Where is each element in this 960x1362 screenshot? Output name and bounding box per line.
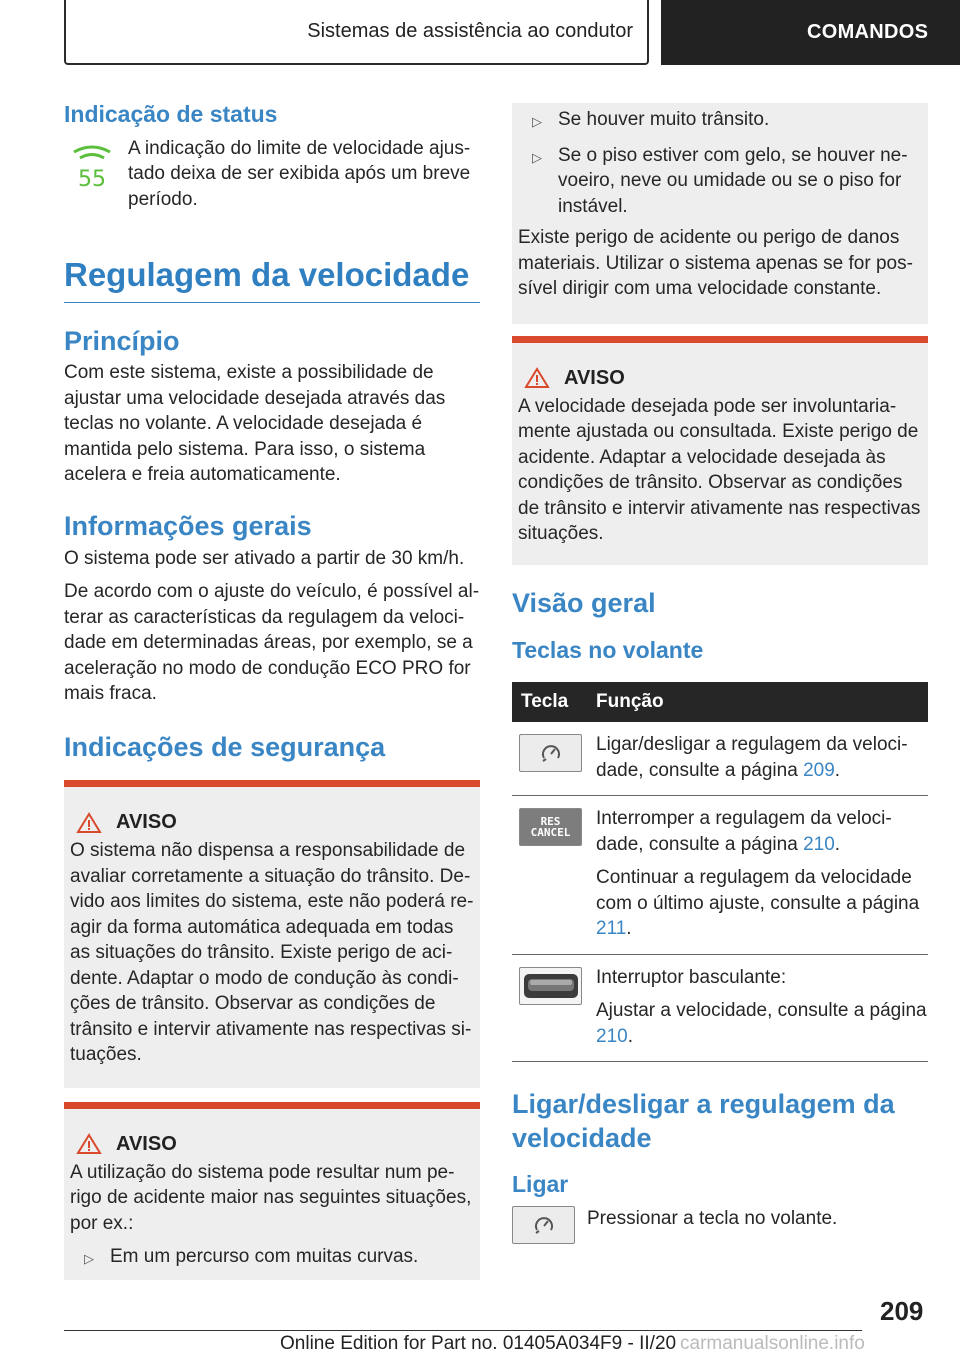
keys-table (512, 682, 928, 1062)
page-link-209[interactable]: 209 (803, 759, 835, 781)
bullet-triangle-icon: ▷ (532, 114, 542, 129)
row-3-text-b: Ajustar a velocidade, consulte a página (596, 1000, 927, 1022)
warning-1-title-row (70, 811, 474, 834)
rocker-switch-image (519, 967, 582, 1005)
status-heading: Indicação de status (64, 101, 278, 127)
table-row: Ligar/desligar a regulagem da velocidade, consulte a página 209. (512, 722, 928, 796)
warning-3-title-row (518, 367, 922, 390)
status-text: A indicação do limite de velocidade ajustado deixa de ser exibida após um breve período. (128, 137, 471, 210)
warning-2-bullet-2-text: Se houver muito trânsito. (558, 109, 770, 130)
page-link-211[interactable]: 211 (596, 918, 627, 940)
principle-text: Com este sistema, existe a possibilidade de ajustar uma velocidade desejada através das teclas no volante. A velocidade desejada é mantida pelo sistema. Para isso, o sistema acelera e freia automaticamente. (64, 362, 446, 486)
bullet-triangle-icon: ▷ (532, 149, 542, 165)
row-2-text-b: Continuar a regulagem da velocidade com o último ajuste, consulte a página (596, 867, 920, 914)
main-title: Regulagem da velocidade (64, 256, 470, 294)
table-row: RES CANCEL Interromper a regulagem da velocidade, consulte a página 210. Continuar a regulagem da velocidade com o último ajuste, consulte a página 211. (512, 796, 928, 955)
warning-triangle-icon (76, 812, 102, 834)
table-row: Interruptor basculante: Ajustar a velocidade, consulte a página 210. (512, 954, 928, 1062)
footer-divider (64, 1330, 862, 1331)
warning-2-text: A utilização do sistema pode resultar num perigo de acidente maior nas seguintes situações, por ex.: (70, 1161, 472, 1234)
header-section-tab (64, 0, 649, 65)
rocker-switch-icon (522, 971, 580, 1001)
warning-2-danger-text: Existe perigo de acidente ou perigo de danos materiais. Utilizar o sistema apenas se for possível dirigir com uma velocidade constante. (518, 227, 913, 299)
warning-triangle-icon (76, 1133, 102, 1155)
header-chapter-tab (661, 0, 960, 65)
speed-limit-status-icon (64, 136, 128, 202)
page-number: 209 (880, 1296, 924, 1326)
keys-heading: Teclas no volante (512, 637, 704, 664)
warning-box-2-continued (512, 103, 928, 324)
warning-2-bullet-3 (518, 143, 922, 220)
general-text-1: O sistema pode ser ativado a partir de 30 km/h. (64, 547, 465, 569)
warning-2-bullet-3-text: Se o piso estiver com gelo, se houver nevoeiro, neve ou umidade ou se o piso for instável. (558, 144, 908, 217)
warning-triangle-icon (524, 367, 550, 389)
header-section-title: Sistemas de assistência ao condutor (307, 20, 633, 42)
page-link-210-b[interactable]: 210 (596, 1025, 628, 1047)
warning-box-1 (64, 780, 480, 1088)
row-1-text: Ligar/desligar a regulagem da velocidade, consulte a página (596, 734, 908, 781)
overview-heading: Visão geral (512, 587, 656, 618)
status-icon-value: 55 (78, 166, 106, 192)
left-column (64, 100, 480, 1280)
warning-2-title: AVISO (116, 1132, 177, 1155)
cruise-control-button-image (519, 734, 582, 772)
right-column (512, 103, 928, 1244)
res-cancel-button-image (519, 808, 582, 846)
col-key-header: Tecla (512, 682, 596, 722)
general-text-2: De acordo com o ajuste do veículo, é possível alterar as características da regulagem da velocidade em determinadas áreas, por exemplo, se a aceleração no modo de condução ECO PRO for mais fraca. (64, 581, 480, 705)
warning-2-bullet-2 (518, 107, 922, 135)
principle-heading: Princípio (64, 325, 180, 356)
header-chapter-title: COMANDOS (807, 21, 929, 43)
footer-watermark: carmanualsonline.info (680, 1333, 865, 1354)
warning-box-3 (512, 336, 928, 565)
footer-edition: Online Edition for Part no. 01405A034F9 - II/20 (280, 1333, 677, 1354)
warning-2-bullet-1 (70, 1244, 474, 1272)
row-2-text-a: Interromper a regulagem da velocidade, consulte a página (596, 808, 892, 855)
keys-table-header (512, 682, 928, 722)
cancel-label: CANCEL (530, 826, 571, 840)
res-label: RES (540, 815, 561, 829)
col-function-header: Função (596, 682, 928, 722)
warning-3-text: A velocidade desejada pode ser involuntariamente ajustada ou consultada. Existe perigo de acidente. Adaptar a velocidade desejada às condições de trânsito. Observar as condições de trânsito e intervir ativamente nas respectivas situações. (518, 395, 921, 544)
warning-box-2 (64, 1102, 480, 1280)
on-instruction-row (512, 1206, 928, 1244)
on-text: Pressionar a tecla no volante. (587, 1207, 838, 1229)
bullet-triangle-icon: ▷ (84, 1251, 94, 1267)
page-link-210[interactable]: 210 (803, 833, 835, 855)
warning-1-title: AVISO (116, 811, 177, 834)
main-title-wrap (64, 254, 480, 302)
status-block (64, 136, 480, 213)
safety-heading: Indicações de segurança (64, 731, 386, 762)
warning-3-title: AVISO (564, 366, 625, 389)
on-heading: Ligar (512, 1170, 569, 1197)
speedometer-icon (539, 742, 563, 764)
warning-2-title-row (70, 1133, 474, 1156)
onoff-heading: Ligar/desligar a regulagem da velocidade (512, 1089, 895, 1153)
warning-1-text: O sistema não dispensa a responsabilidade de avaliar corretamente a situação do trânsito. Devido aos limites do sistema, este não poderá reagir da forma automática adequada em todas as situações do trânsito. Existe perigo de acidente. Adaptar o modo de condução às condições de trânsito. Observar as condições de trânsito e intervir ativamente nas respectivas situações. (70, 840, 474, 1066)
warning-2-bullet-1-text: Em um percurso com muitas curvas. (110, 1246, 419, 1268)
general-heading: Informações gerais (64, 510, 312, 541)
speedometer-icon (532, 1214, 556, 1236)
cruise-control-button-image (512, 1206, 575, 1244)
row-3-text-a: Interruptor basculante: (596, 966, 787, 988)
